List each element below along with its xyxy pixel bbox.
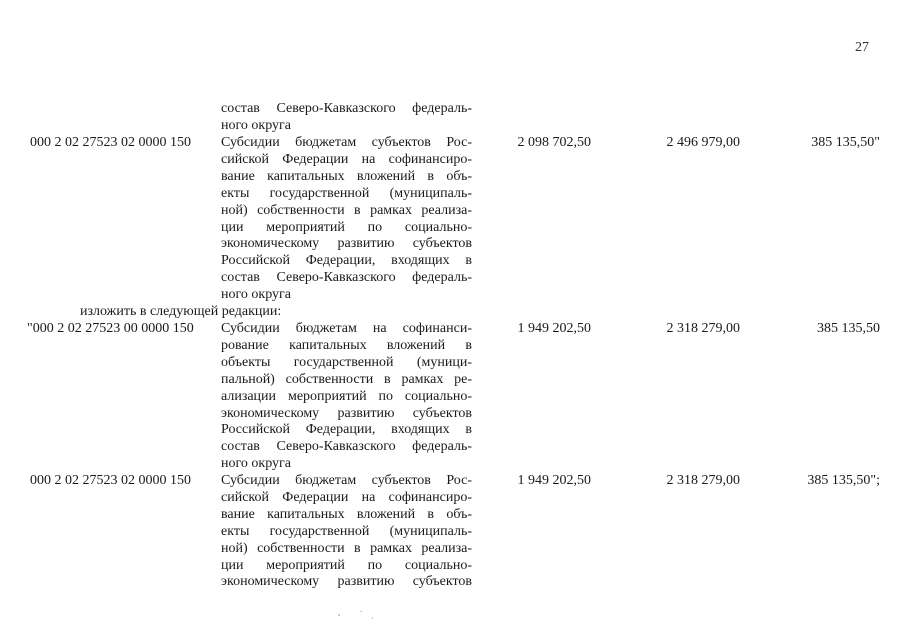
continued-row [0,101,905,135]
description-line: пальной) собственности в рамках ре- [221,371,472,387]
amount-year-3: 385 135,50 [817,321,880,336]
description-line: ного округа [221,456,291,472]
description-line: Субсидии бюджетам субъектов Рос- [221,473,472,488]
description-line: сийской Федерации на софинансиро- [221,489,472,505]
table-row [0,473,905,593]
description-line: Субсидии бюджетам на софинанси- [221,321,472,336]
description-line: состав Северо-Кавказского федераль- [221,439,472,455]
budget-code: 000 2 02 27523 02 0000 150 [30,473,191,488]
description-line: вание капитальных вложений в объ- [221,506,472,522]
description-line: Российской Федерации, входящих в [221,253,472,269]
amount-year-1: 2 098 702,50 [517,135,591,150]
description-line: ной) собственности в рамках реализа- [221,540,472,556]
description-line: ного округа [221,287,291,303]
description-line: вание капитальных вложений в объ- [221,168,472,184]
table-row [0,135,905,304]
scan-speck [338,614,340,616]
amount-year-1: 1 949 202,50 [517,321,591,336]
amount-year-2: 2 318 279,00 [666,321,740,336]
page-number: 27 [855,40,869,55]
row-description [221,473,472,591]
description-line: Субсидии бюджетам субъектов Рос- [221,135,472,150]
description-line: экономическому развитию субъектов [221,236,472,252]
instruction-row [0,304,905,321]
description-line: состав Северо-Кавказского федераль- [221,270,472,286]
description-line: ной) собственности в рамках реализа- [221,202,472,218]
row-description [221,321,472,473]
document-body [0,101,905,593]
description-line: объекты государственной (муници- [221,354,472,370]
description-line: екты государственной (муниципаль- [221,523,472,539]
budget-code: "000 2 02 27523 00 0000 150 [27,321,194,336]
amount-year-3: 385 135,50"; [807,473,880,488]
description-line: ализации мероприятий по социально- [221,388,472,404]
amount-year-3: 385 135,50" [811,135,880,150]
amount-year-1: 1 949 202,50 [517,473,591,488]
instruction-text: изложить в следующей редакции: [80,304,282,319]
table-row [0,321,905,473]
description-line: ции мероприятий по социально- [221,557,472,573]
description-line: экономическому развитию субъектов [221,574,472,590]
description-line: Российской Федерации, входящих в [221,422,472,438]
scan-speck [360,611,362,612]
amount-year-2: 2 496 979,00 [666,135,740,150]
budget-code: 000 2 02 27523 02 0000 150 [30,135,191,150]
description-line: ного округа [221,117,291,133]
amount-year-2: 2 318 279,00 [666,473,740,488]
description-line: состав Северо-Кавказского федераль- [221,101,472,116]
scan-speck [372,617,373,619]
description-line: сийской Федерации на софинансиро- [221,151,472,167]
description-line: екты государственной (муниципаль- [221,185,472,201]
description-line: экономическому развитию субъектов [221,405,472,421]
description-line: ции мероприятий по социально- [221,219,472,235]
row-description [221,135,472,304]
continued-description [221,101,472,135]
description-line: рование капитальных вложений в [221,337,472,353]
